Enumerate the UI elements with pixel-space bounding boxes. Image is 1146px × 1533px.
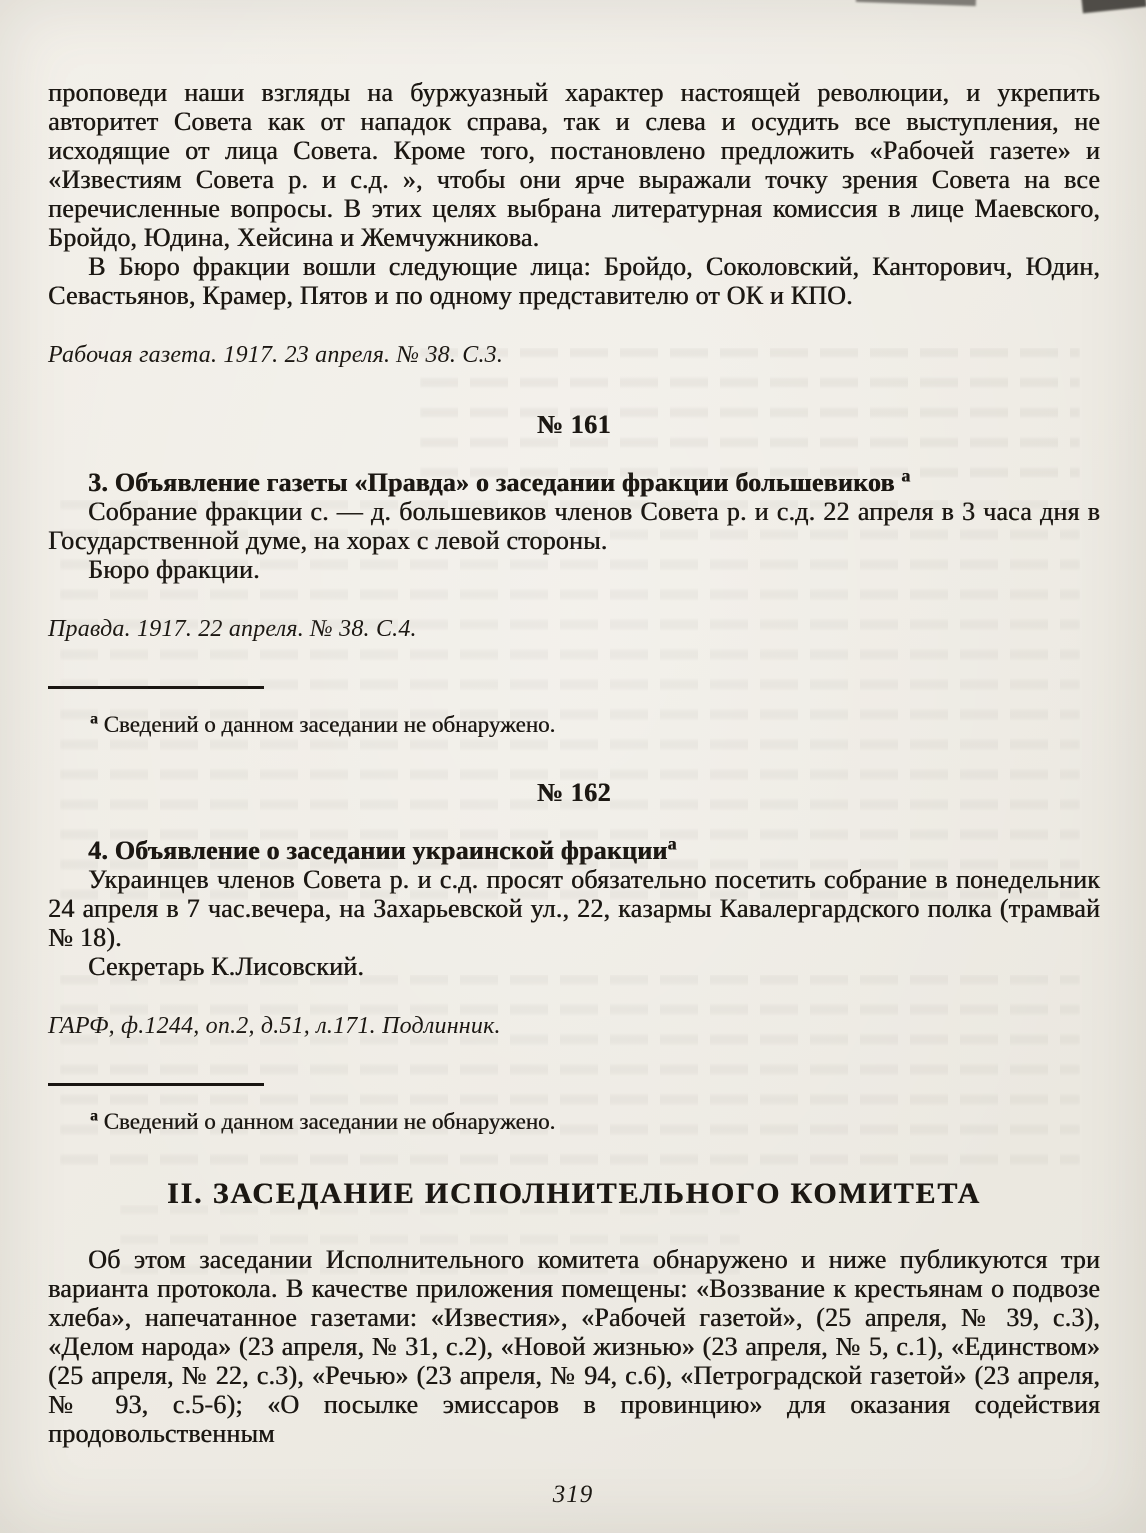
footnote-marker-a: а xyxy=(90,710,98,728)
document-162-body: Украинцев членов Совета р. и с.д. просят обязательно посетить собрание в понедельник 24 апреля в 7 час.вечера, на Захарьевской ул., 22, казармы Кавалергардского полка (трамвай № 18). xyxy=(48,865,1100,952)
footnote-rule xyxy=(48,686,264,689)
document-161-body: Собрание фракции с. — д. большевиков членов Совета р. и с.д. 22 апреля в 3 часа дня в Государственной думе, на хорах с левой стороны. xyxy=(48,497,1100,555)
document-161-signature: Бюро фракции. xyxy=(88,555,260,584)
section-intro-paragraph: Об этом заседании Исполнительного комитета обнаружено и ниже публикуются три варианта протокола. В качестве приложения помещены: «Воззвание к крестьянам о подвозе хлеба», напечатанное газетами: «Известия», «Рабочей газетой», (25 апреля, № 39, с.3), «Делом народа» (23 апреля, № 31, с.2), «Новой жизнью» (23 апреля, № 5, с.1), «Единством» (25 апреля, № 22, с.3), «Речью» (23 апреля, № 94, с.6), «Петроградской газетой» (23 апреля, № 93, с.5-6); «О посылке эмиссаров в провинцию» для оказания содействия продовольственным xyxy=(48,1245,1100,1448)
source-citation-pravda: Правда. 1917. 22 апреля. № 38. С.4. xyxy=(48,616,417,642)
scan-edge-artifact xyxy=(856,0,976,6)
section-heading: II. ЗАСЕДАНИЕ ИСПОЛНИТЕЛЬНОГО КОМИТЕТА xyxy=(167,1177,981,1210)
footnote-marker-a: а xyxy=(667,833,677,854)
footnote-161-text: Сведений о данном заседании не обнаружено. xyxy=(103,712,556,737)
source-citation-garf: ГАРФ, ф.1244, оп.2, д.51, л.171. Подлинник. xyxy=(48,1013,501,1039)
document-161-title xyxy=(48,465,1100,497)
footnote-rule xyxy=(48,1083,264,1086)
bureau-paragraph: В Бюро фракции вошли следующие лица: Бройдо, Соколовский, Канторович, Юдин, Севастьянов, Крамер, Пятов и по одному представителю от ОК и КПО. xyxy=(48,252,1100,310)
document-162-signature: Секретарь К.Лисовский. xyxy=(88,952,364,981)
footnote-162-text: Сведений о данном заседании не обнаружено. xyxy=(103,1109,556,1134)
document-161-title-text: 3. Объявление газеты «Правда» о заседании фракции большевиков xyxy=(88,468,895,497)
document-162-number: № 162 xyxy=(536,778,612,807)
source-citation-rabochaya-gazeta: Рабочая газета. 1917. 23 апреля. № 38. С.3. xyxy=(48,342,504,368)
document-162-title xyxy=(48,833,1100,865)
page-number: 319 xyxy=(552,1481,594,1508)
footnote-161 xyxy=(48,711,1100,738)
footnote-162 xyxy=(48,1108,1100,1135)
document-162-title-text: 4. Объявление о заседании украинской фракции xyxy=(88,836,668,865)
scan-edge-artifact xyxy=(1081,0,1146,13)
bleedthrough-artifact xyxy=(60,975,1080,1170)
continued-paragraph: проповеди наши взгляды на буржуазный характер настоящей революции, и укрепить авторитет Совета как от нападок справа, так и слева и осудить все выступления, не исходящие от лица Совета. Кроме того, постановлено предложить «Рабочей газете» и «Известиям Совета р. и с.д. », чтобы они ярче выражали точку зрения Совета на все перечисленные вопросы. В этих целях выбрана литературная комиссия в лице Маевского, Бройдо, Юдина, Хейсина и Жемчужникова. xyxy=(48,78,1100,252)
footnote-marker-a: а xyxy=(901,465,911,486)
footnote-marker-a: а xyxy=(90,1107,98,1125)
document-161-number: № 161 xyxy=(536,410,612,439)
